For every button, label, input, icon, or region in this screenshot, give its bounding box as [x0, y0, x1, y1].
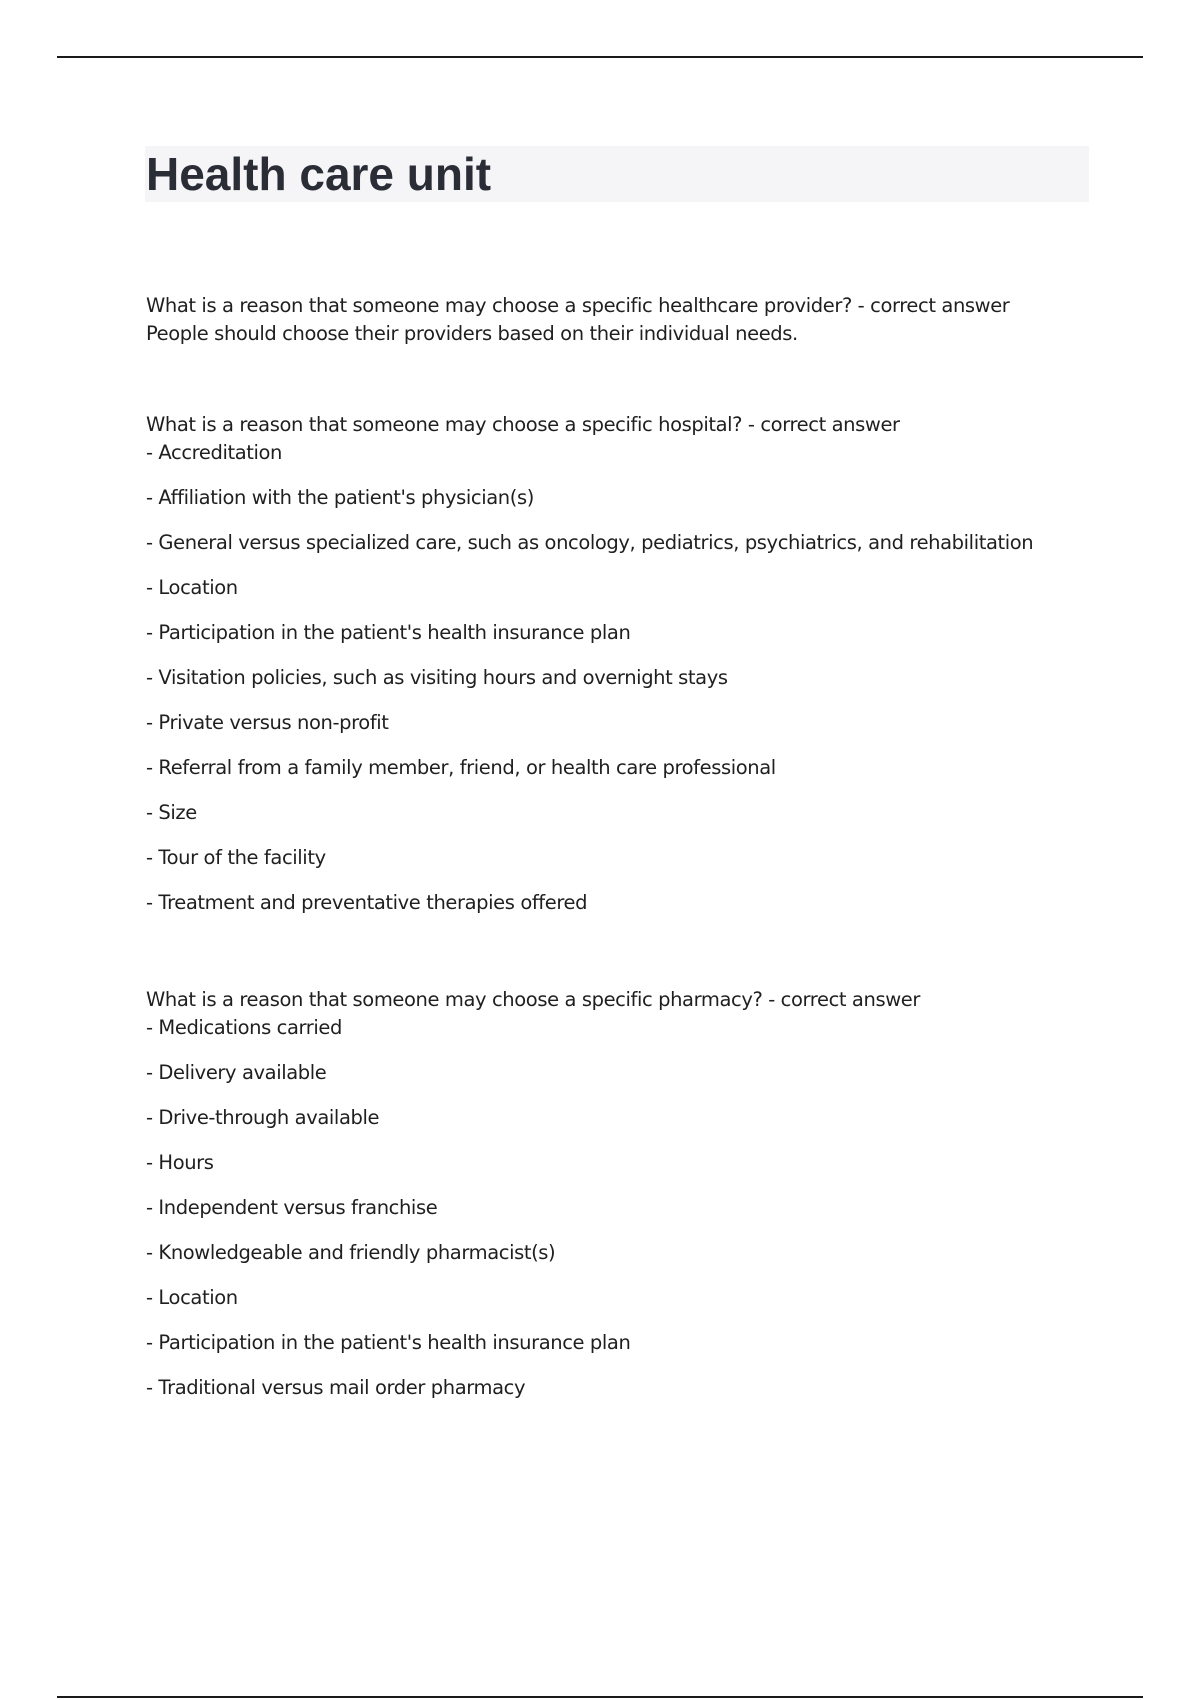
list-item: - Medications carried: [146, 1016, 342, 1039]
list-item: - Private versus non-profit: [146, 711, 389, 734]
list-item: - Visitation policies, such as visiting hours and overnight stays: [146, 666, 728, 689]
document-title: Health care unit: [146, 148, 492, 200]
list-item: - Referral from a family member, friend, or health care professional: [146, 756, 776, 779]
list-item: - Knowledgeable and friendly pharmacist(s): [146, 1241, 556, 1264]
list-item: - Hours: [146, 1151, 214, 1174]
qa-section-pharmacy: [146, 986, 1146, 1402]
list-item: - Size: [146, 801, 197, 824]
list-item: - Accreditation: [146, 441, 283, 464]
qa-section-provider: [146, 292, 1146, 348]
list-item: - Affiliation with the patient's physician(s): [146, 486, 534, 509]
list-item: - Drive-through available: [146, 1106, 380, 1129]
list-item: - Traditional versus mail order pharmacy: [146, 1376, 526, 1399]
top-divider: [57, 56, 1143, 58]
question-hospital: What is a reason that someone may choose a specific hospital? - correct answer: [146, 413, 900, 436]
list-item: - Location: [146, 1286, 238, 1309]
bottom-divider: [57, 1696, 1143, 1698]
question-pharmacy: What is a reason that someone may choose a specific pharmacy? - correct answer: [146, 988, 920, 1011]
list-item: - Independent versus franchise: [146, 1196, 438, 1219]
list-item: - Participation in the patient's health insurance plan: [146, 1331, 631, 1354]
question-provider: What is a reason that someone may choose a specific healthcare provider? - correct answer: [146, 294, 1010, 317]
answer-list-hospital: [146, 439, 1146, 917]
answer-list-pharmacy: [146, 1014, 1146, 1402]
answer-provider: People should choose their providers based on their individual needs.: [146, 322, 798, 345]
list-item: - Delivery available: [146, 1061, 327, 1084]
list-item: - Treatment and preventative therapies offered: [146, 891, 588, 914]
list-item: - Participation in the patient's health insurance plan: [146, 621, 631, 644]
list-item: - Tour of the facility: [146, 846, 326, 869]
list-item: - Location: [146, 576, 238, 599]
qa-section-hospital: [146, 411, 1146, 917]
list-item: - General versus specialized care, such as oncology, pediatrics, psychiatrics, and rehabilitation: [146, 531, 1034, 554]
